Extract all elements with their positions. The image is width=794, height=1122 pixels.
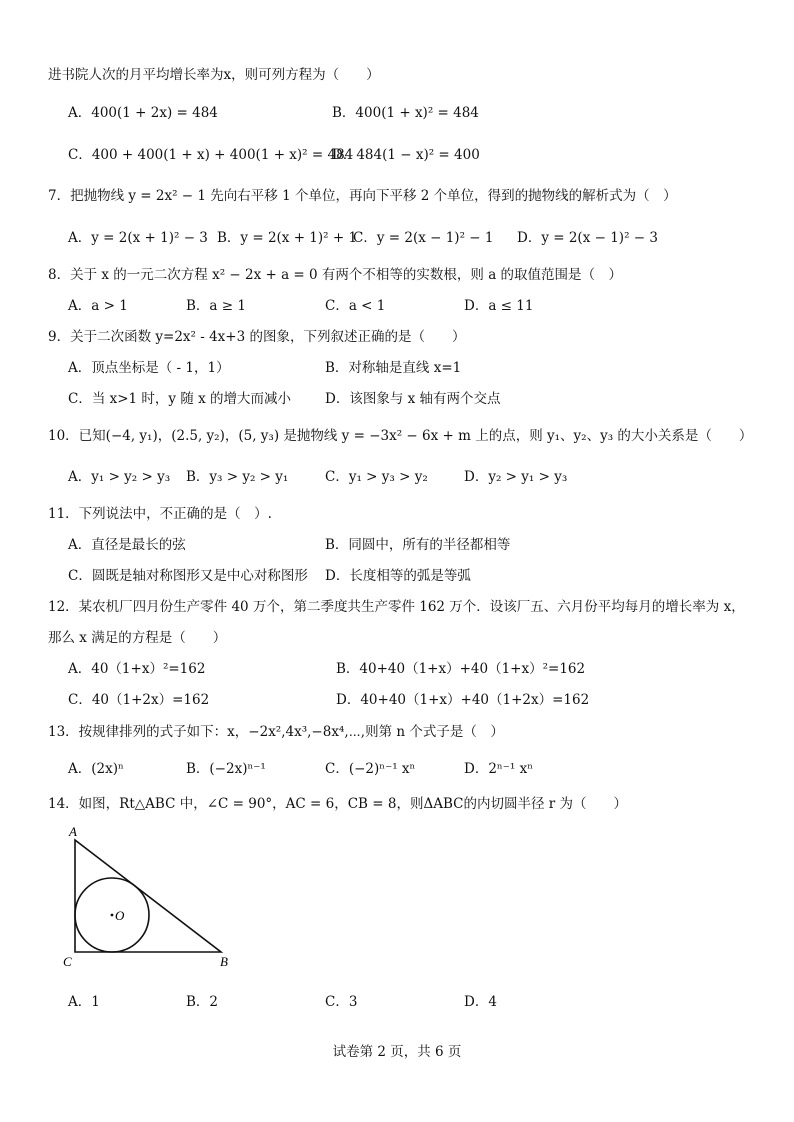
q12-option-d[interactable]: D．40+40（1+x）+40（1+2x）=162 <box>336 692 590 708</box>
q7-option-b[interactable]: B．y = 2(x + 1)² + 1 <box>217 230 358 246</box>
q10-option-d[interactable]: D．y₂ > y₁ > y₃ <box>464 469 568 485</box>
q6-stem: 进书院人次的月平均增长率为x，则可列方程为（ ） <box>48 67 380 83</box>
q14-option-c[interactable]: C．3 <box>325 994 358 1010</box>
q8-option-b[interactable]: B．a ≥ 1 <box>186 298 246 314</box>
q11-option-d[interactable]: D．长度相等的弧是等弧 <box>325 568 471 584</box>
q8-option-d[interactable]: D．a ≤ 11 <box>464 298 534 314</box>
q12-stem-line2: 那么 x 满足的方程是（ ） <box>48 630 227 646</box>
q11-option-b[interactable]: B．同圆中，所有的半径都相等 <box>325 537 511 553</box>
q9-option-b[interactable]: B．对称轴是直线 x=1 <box>325 360 462 376</box>
q6-option-c[interactable]: C．400 + 400(1 + x) + 400(1 + x)² = 484 <box>68 147 354 163</box>
q13-option-a[interactable]: A．(2x)ⁿ <box>68 761 124 777</box>
q8-stem: 8．关于 x 的一元二次方程 x² − 2x + a = 0 有两个不相等的实数根，则 a 的取值范围是（ ） <box>48 267 623 283</box>
q13-option-d[interactable]: D．2ⁿ⁻¹ xⁿ <box>464 761 534 777</box>
q14-option-a[interactable]: A．1 <box>68 994 100 1010</box>
q9-option-c[interactable]: C．当 x>1 时，y 随 x 的增大而减小 <box>68 391 292 407</box>
q14-stem: 14．如图，Rt△ABC 中，∠C = 90°，AC = 6，CB = 8，则ΔABC的内切圆半径 r 为（ ） <box>48 796 627 812</box>
q9-option-d[interactable]: D．该图象与 x 轴有两个交点 <box>325 391 501 407</box>
label-b: B <box>220 954 228 969</box>
page-footer: 试卷第 2 页，共 6 页 <box>332 1044 462 1060</box>
q6-option-d[interactable]: D．484(1 − x)² = 400 <box>332 147 480 163</box>
q7-option-d[interactable]: D．y = 2(x − 1)² − 3 <box>517 230 658 246</box>
q12-option-a[interactable]: A．40（1+x）²=162 <box>68 661 206 677</box>
q11-stem: 11．下列说法中，不正确的是（ ）. <box>48 506 272 522</box>
q8-option-a[interactable]: A．a > 1 <box>68 298 128 314</box>
q14-option-b[interactable]: B．2 <box>186 994 219 1010</box>
q14-triangle-figure <box>55 822 245 972</box>
q13-option-b[interactable]: B．(−2x)ⁿ⁻¹ <box>186 761 266 777</box>
q7-option-c[interactable]: C．y = 2(x − 1)² − 1 <box>353 230 494 246</box>
q10-stem: 10．已知(−4, y₁)，(2.5, y₂)，(5, y₃) 是抛物线 y = −3x² − 6x + m 上的点，则 y₁、y₂、y₃ 的大小关系是（ ） <box>48 428 753 444</box>
label-c: C <box>63 954 72 969</box>
q6-option-a[interactable]: A．400(1 + 2x) = 484 <box>68 105 218 121</box>
q9-option-a[interactable]: A．顶点坐标是（ - 1，1） <box>68 360 230 376</box>
label-a: A <box>69 824 77 839</box>
triangle-abc <box>75 840 221 952</box>
q10-option-c[interactable]: C．y₁ > y₃ > y₂ <box>325 469 428 485</box>
q8-option-c[interactable]: C．a < 1 <box>325 298 386 314</box>
q10-option-b[interactable]: B．y₃ > y₂ > y₁ <box>186 469 289 485</box>
label-o: O <box>115 908 125 923</box>
q9-stem: 9．关于二次函数 y=2x² - 4x+3 的图象，下列叙述正确的是（ ） <box>48 329 466 345</box>
q12-option-b[interactable]: B．40+40（1+x）+40（1+x）²=162 <box>336 661 586 677</box>
q12-stem-line1: 12．某农机厂四月份生产零件 40 万个，第二季度共生产零件 162 万个．设该厂五、六月份平均每月的增长率为 x， <box>48 599 745 615</box>
center-dot <box>111 914 114 917</box>
q11-option-a[interactable]: A．直径是最长的弦 <box>68 537 186 553</box>
q11-option-c[interactable]: C．圆既是轴对称图形又是中心对称图形 <box>68 568 308 584</box>
q12-option-c[interactable]: C．40（1+2x）=162 <box>68 692 210 708</box>
q7-stem: 7．把抛物线 y = 2x² − 1 先向右平移 1 个单位，再向下平移 2 个单位，得到的抛物线的解析式为（ ） <box>48 188 677 204</box>
q10-option-a[interactable]: A．y₁ > y₂ > y₃ <box>68 469 171 485</box>
q13-stem: 13．按规律排列的式子如下：x，−2x²,4x³,−8x⁴,⋯,则第 n 个式子是（ ） <box>48 724 504 740</box>
q7-option-a[interactable]: A．y = 2(x + 1)² − 3 <box>68 230 208 246</box>
q6-option-b[interactable]: B．400(1 + x)² = 484 <box>332 105 479 121</box>
q14-option-d[interactable]: D．4 <box>464 994 497 1010</box>
q13-option-c[interactable]: C．(−2)ⁿ⁻¹ xⁿ <box>325 761 416 777</box>
